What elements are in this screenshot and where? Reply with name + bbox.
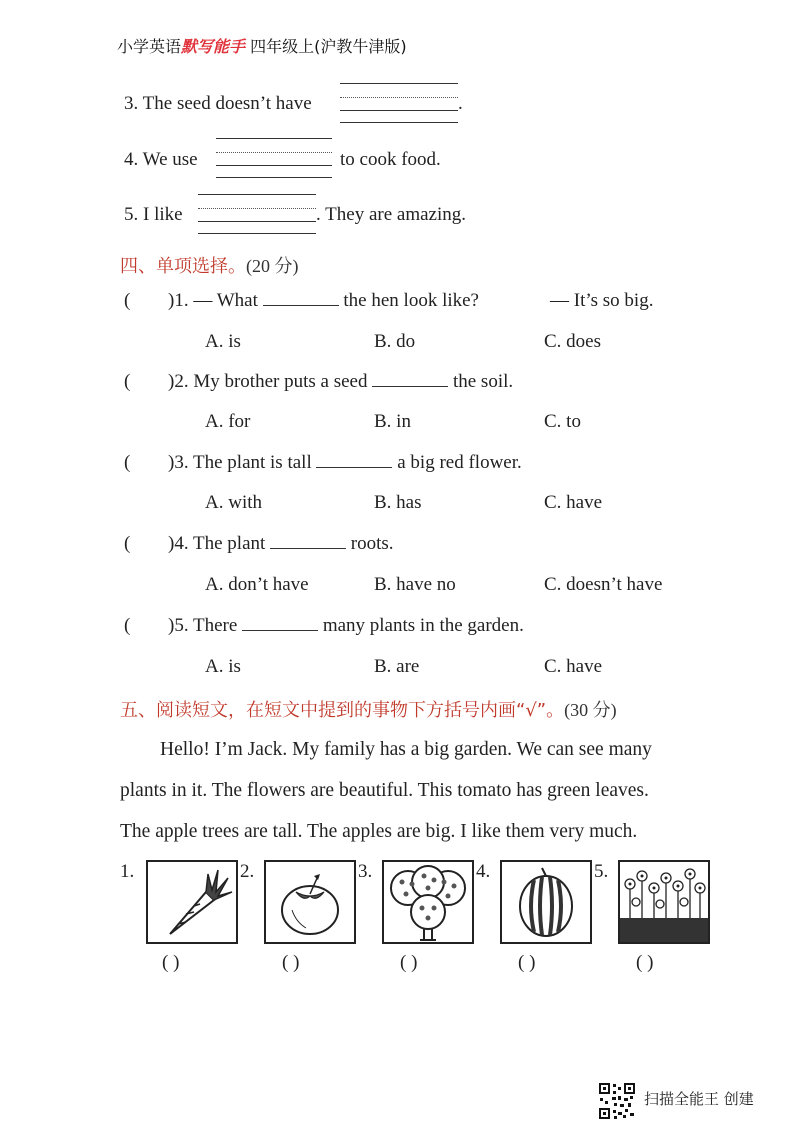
item-text-after: to cook food. (340, 149, 441, 170)
question-text: There (193, 615, 238, 636)
header-prefix: 小学英语 (117, 37, 182, 56)
picture-3-number: 3. (358, 861, 373, 882)
option-a[interactable]: A. for (205, 411, 251, 432)
option-b[interactable]: B. have no (374, 574, 456, 595)
option-c[interactable]: C. does (544, 331, 601, 352)
option-c[interactable]: C. doesn’t have (544, 574, 663, 595)
answer-blank[interactable] (242, 630, 318, 631)
mcq-3-line: )3. The plant is tall a big red flower. (168, 452, 522, 473)
reading-line-2: plants in it. The flowers are beautiful. This tomato has green leaves. (120, 780, 649, 801)
section-4-score: (20 分) (246, 256, 299, 276)
mcq-5-paren-open[interactable]: ( (124, 615, 131, 636)
carrot-icon (148, 862, 236, 942)
writing-line[interactable] (340, 83, 458, 84)
option-b[interactable]: B. are (374, 656, 420, 677)
picture-1-answer[interactable]: ( ) (162, 952, 180, 973)
question-number: 1. (174, 290, 189, 311)
picture-2-answer[interactable]: ( ) (282, 952, 300, 973)
picture-2-number: 2. (240, 861, 255, 882)
answer-blank[interactable] (263, 305, 339, 306)
question-number: 2. (174, 371, 189, 392)
question-number: 5. (174, 615, 189, 636)
question-text: The plant is tall (193, 452, 312, 473)
qr-code-icon (598, 1082, 636, 1120)
writing-line[interactable] (216, 138, 332, 139)
picture-4-number: 4. (476, 861, 491, 882)
option-a[interactable]: A. don’t have (205, 574, 309, 595)
item-text: The seed doesn’t have (142, 93, 312, 114)
writing-line[interactable] (198, 233, 316, 234)
footer-text: 扫描全能王 创建 (644, 1090, 754, 1108)
item-text-after: . (458, 93, 463, 114)
page-header (117, 34, 407, 57)
answer-blank[interactable] (270, 548, 346, 549)
item-number: 3. (124, 93, 139, 114)
writing-line[interactable] (340, 122, 458, 123)
item-text: I like (143, 204, 183, 225)
writing-dotted-line (340, 97, 458, 98)
question-text: — What (193, 290, 258, 311)
reading-line-1: Hello! I’m Jack. My family has a big garden. We can see many (160, 739, 652, 760)
answer-blank[interactable] (316, 467, 392, 468)
writing-item-4 (124, 149, 198, 171)
option-b[interactable]: B. in (374, 411, 411, 432)
mcq-1-paren-open[interactable]: ( (124, 290, 131, 311)
picture-5-number: 5. (594, 861, 609, 882)
option-a[interactable]: A. with (205, 492, 262, 513)
picture-5-answer[interactable]: ( ) (636, 952, 654, 973)
option-c[interactable]: C. have (544, 656, 603, 677)
header-brand: 默写能手 (181, 37, 246, 56)
mcq-1-line: )1. — What the hen look like? (168, 290, 479, 311)
question-text: The plant (193, 533, 266, 554)
mcq-2-line: )2. My brother puts a seed the soil. (168, 371, 514, 392)
question-text-after: a big red flower. (397, 452, 522, 473)
picture-1-frame (146, 860, 238, 944)
picture-1-number: 1. (120, 861, 135, 882)
writing-item-3 (124, 93, 312, 115)
picture-3-frame (382, 860, 474, 944)
picture-2-frame (264, 860, 356, 944)
question-text-after: the soil. (452, 371, 514, 392)
reading-line-3: The apple trees are tall. The apples are big. I like them very much. (120, 821, 638, 842)
question-number: 3. (174, 452, 189, 473)
writing-line[interactable] (216, 165, 332, 166)
option-a[interactable]: A. is (205, 331, 241, 352)
option-a[interactable]: A. is (205, 656, 241, 677)
section-5-title: 五、阅读短文，在短文中提到的事物下方括号内画“√”。(30 分) (120, 700, 617, 721)
item-number: 5. (124, 204, 139, 225)
apple-tree-icon (384, 862, 472, 942)
option-c[interactable]: C. to (544, 411, 581, 432)
item-text-after: . They are amazing. (316, 204, 466, 225)
question-text-after: roots. (350, 533, 394, 554)
picture-4-answer[interactable]: ( ) (518, 952, 536, 973)
option-b[interactable]: B. has (374, 492, 422, 513)
header-suffix: 四年级上(沪教牛津版) (250, 37, 407, 56)
writing-line[interactable] (216, 177, 332, 178)
picture-5-frame (618, 860, 710, 944)
mcq-3-paren-open[interactable]: ( (124, 452, 131, 473)
question-text-after: many plants in the garden. (322, 615, 524, 636)
option-b[interactable]: B. do (374, 331, 416, 352)
mcq-1-reply: — It’s so big. (550, 290, 654, 311)
item-text: We use (142, 149, 198, 170)
question-number: 4. (174, 533, 189, 554)
watermelon-icon (502, 862, 590, 942)
item-number: 4. (124, 149, 139, 170)
writing-line[interactable] (340, 110, 458, 111)
section-4-title: 四、单项选择。(20 分) (120, 256, 299, 277)
mcq-5-line: )5. There many plants in the garden. (168, 615, 524, 636)
writing-line[interactable] (198, 221, 316, 222)
section-5-score: (30 分) (564, 700, 617, 720)
mcq-4-line: )4. The plant roots. (168, 533, 394, 554)
flowers-icon (620, 862, 708, 942)
writing-item-5 (124, 204, 183, 226)
option-c[interactable]: C. have (544, 492, 603, 513)
picture-4-frame (500, 860, 592, 944)
writing-line[interactable] (198, 194, 316, 195)
mcq-2-paren-open[interactable]: ( (124, 371, 131, 392)
mcq-4-paren-open[interactable]: ( (124, 533, 131, 554)
tomato-icon (266, 862, 354, 942)
question-text-after: the hen look like? (343, 290, 479, 311)
writing-dotted-line (198, 208, 316, 209)
answer-blank[interactable] (372, 386, 448, 387)
question-text: My brother puts a seed (193, 371, 368, 392)
writing-dotted-line (216, 152, 332, 153)
picture-3-answer[interactable]: ( ) (400, 952, 418, 973)
